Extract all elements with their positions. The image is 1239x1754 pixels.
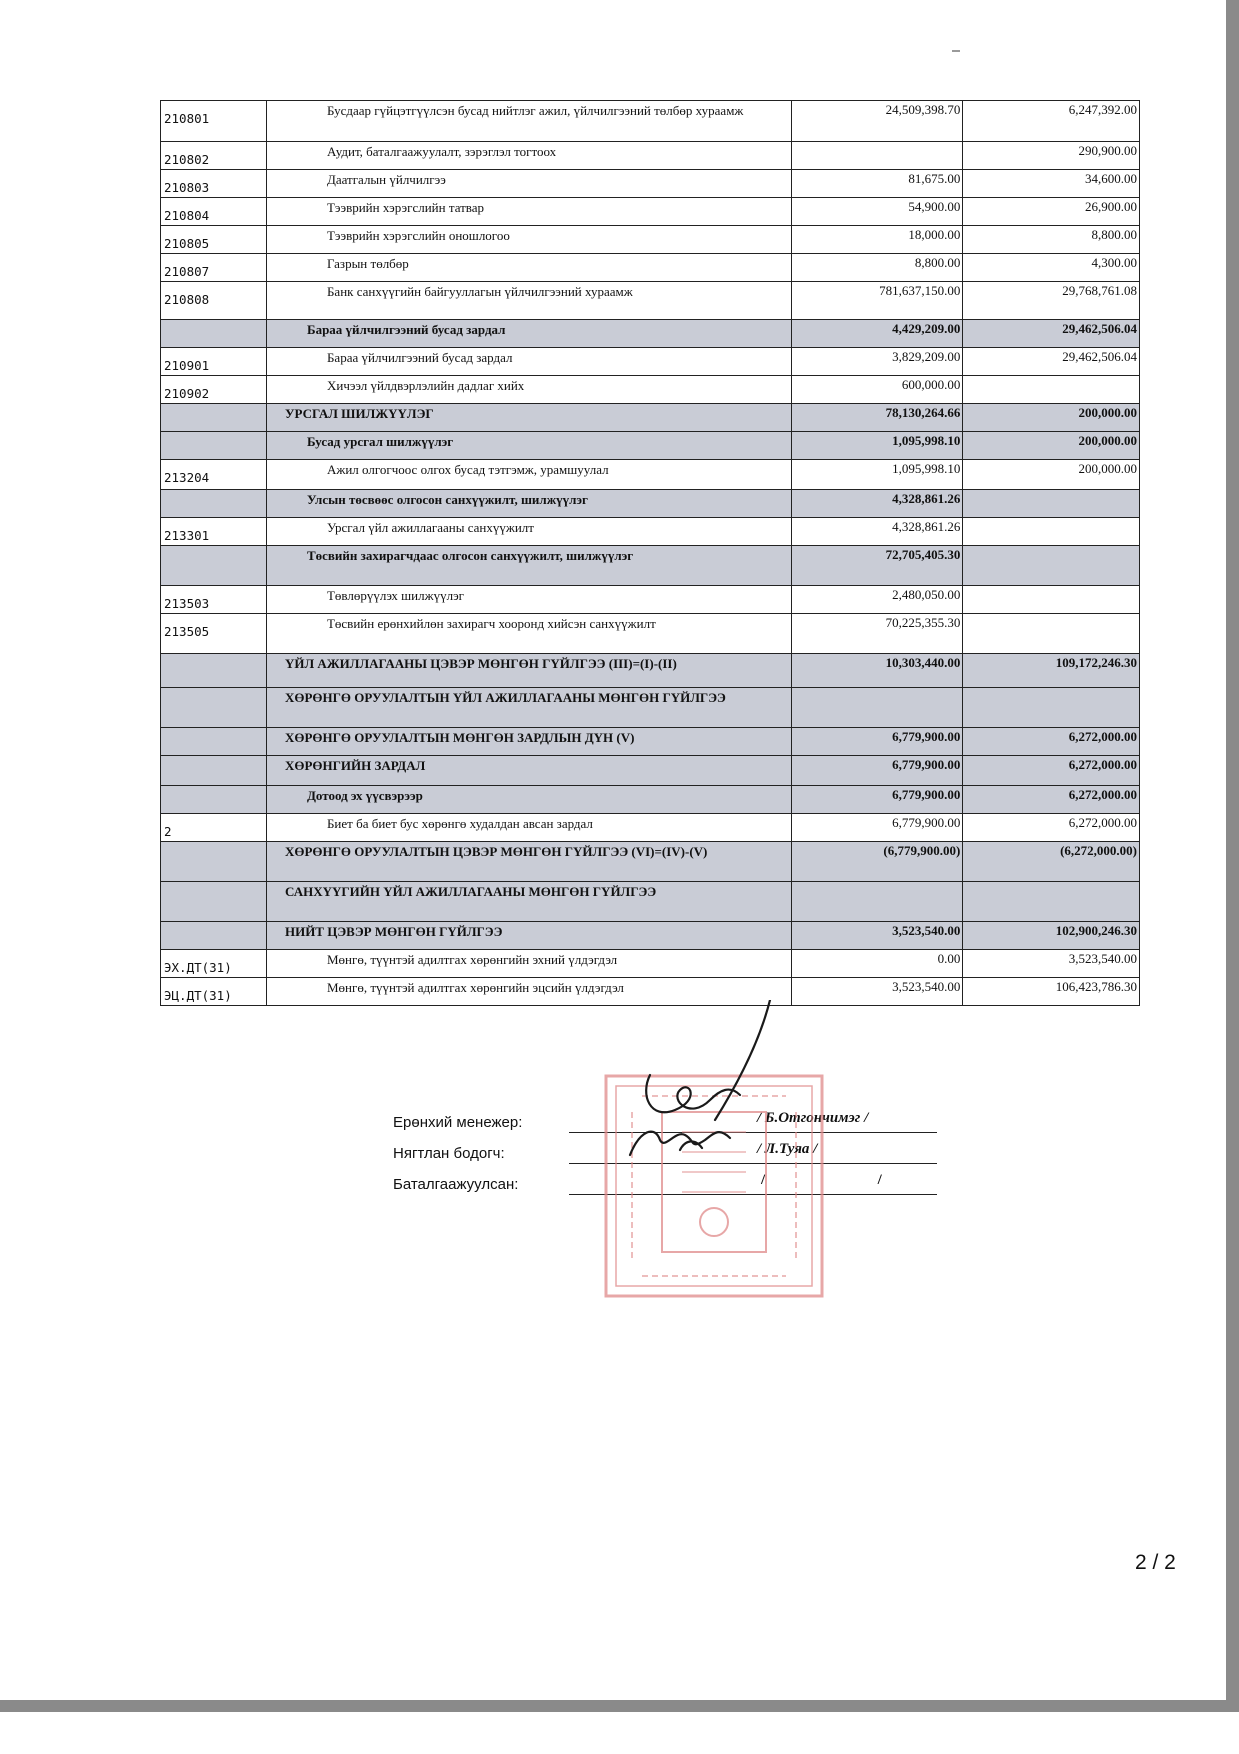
account-code-cell [161,756,267,786]
account-code-cell: 210804 [161,198,267,226]
previous-period-amount-cell: 8,800.00 [963,226,1140,254]
account-name-cell: ХӨРӨНГӨ ОРУУЛАЛТЫН ЦЭВЭР МӨНГӨН ГҮЙЛГЭЭ (VI)=(IV)-(V) [266,842,791,882]
account-code-cell: 213204 [161,460,267,490]
table-row [161,842,1140,882]
account-code-cell [161,654,267,688]
previous-period-amount-cell: 6,272,000.00 [963,786,1140,814]
account-code-cell [161,320,267,348]
account-name-cell: Бараа үйлчилгээний бусад зардал [266,348,791,376]
table-row [161,518,1140,546]
account-code-cell: ЭХ.ДТ(31) [161,950,267,978]
account-name-cell: Биет ба биет бус хөрөнгө худалдан авсан зардал [266,814,791,842]
account-code-cell: 213301 [161,518,267,546]
table-row [161,756,1140,786]
previous-period-amount-cell: 290,900.00 [963,142,1140,170]
current-period-amount-cell [791,882,963,922]
current-period-amount-cell: 3,829,209.00 [791,348,963,376]
account-code-cell: 210803 [161,170,267,198]
previous-period-amount-cell [963,688,1140,728]
previous-period-amount-cell: 200,000.00 [963,432,1140,460]
table-row [161,460,1140,490]
account-code-cell: 210807 [161,254,267,282]
previous-period-amount-cell: 29,462,506.04 [963,348,1140,376]
current-period-amount-cell: 3,523,540.00 [791,922,963,950]
current-period-amount-cell: 4,429,209.00 [791,320,963,348]
account-name-cell: Аудит, баталгаажуулалт, зэрэглэл тогтоох [266,142,791,170]
current-period-amount-cell: 81,675.00 [791,170,963,198]
account-name-cell: Урсгал үйл ажиллагааны санхүүжилт [266,518,791,546]
table-row [161,170,1140,198]
scan-speck [952,50,960,52]
table-row [161,348,1140,376]
current-period-amount-cell: 1,095,998.10 [791,460,963,490]
current-period-amount-cell: 2,480,050.00 [791,586,963,614]
scan-edge-right [1226,0,1239,1754]
current-period-amount-cell: 6,779,900.00 [791,756,963,786]
table-row [161,786,1140,814]
account-name-cell: НИЙТ ЦЭВЭР МӨНГӨН ГҮЙЛГЭЭ [266,922,791,950]
account-name-cell: ХӨРӨНГИЙН ЗАРДАЛ [266,756,791,786]
account-name-cell: Төвлөрүүлэх шилжүүлэг [266,586,791,614]
previous-period-amount-cell: 6,247,392.00 [963,101,1140,142]
previous-period-amount-cell: 6,272,000.00 [963,756,1140,786]
account-name-cell: Банк санхүүгийн байгууллагын үйлчилгээний хураамж [266,282,791,320]
previous-period-amount-cell: 106,423,786.30 [963,978,1140,1006]
current-period-amount-cell: 72,705,405.30 [791,546,963,586]
table-row [161,490,1140,518]
account-name-cell: Тээврийн хэрэгслийн татвар [266,198,791,226]
account-name-cell: Төсвийн захирагчдаас олгосон санхүүжилт, шилжүүлэг [266,546,791,586]
current-period-amount-cell [791,142,963,170]
account-name-cell: Тээврийн хэрэгслийн оношлогоо [266,226,791,254]
account-name-cell: Мөнгө, түүнтэй адилтгах хөрөнгийн эцсийн үлдэгдэл [266,978,791,1006]
account-name-cell: Улсын төсвөөс олгосон санхүүжилт, шилжүүлэг [266,490,791,518]
account-code-cell: 210801 [161,101,267,142]
current-period-amount-cell: 6,779,900.00 [791,814,963,842]
current-period-amount-cell: 781,637,150.00 [791,282,963,320]
page-number: 2 / 2 [1135,1551,1176,1574]
table-row [161,546,1140,586]
current-period-amount-cell: 78,130,264.66 [791,404,963,432]
previous-period-amount-cell: 6,272,000.00 [963,728,1140,756]
table-row [161,254,1140,282]
account-name-cell: Дотоод эх үүсвэрээр [266,786,791,814]
current-period-amount-cell: 54,900.00 [791,198,963,226]
table-row [161,950,1140,978]
account-code-cell: 210902 [161,376,267,404]
account-name-cell: Газрын төлбөр [266,254,791,282]
account-code-cell [161,922,267,950]
account-name-cell: САНХҮҮГИЙН ҮЙЛ АЖИЛЛАГААНЫ МӨНГӨН ГҮЙЛГЭЭ [266,882,791,922]
account-name-cell: УРСГАЛ ШИЛЖҮҮЛЭГ [266,404,791,432]
account-code-cell: 213503 [161,586,267,614]
current-period-amount-cell: 3,523,540.00 [791,978,963,1006]
table-row [161,101,1140,142]
account-code-cell [161,432,267,460]
previous-period-amount-cell: 29,462,506.04 [963,320,1140,348]
signature-name: / Л.Туяа / [757,1141,818,1157]
previous-period-amount-cell [963,490,1140,518]
account-code-cell [161,404,267,432]
previous-period-amount-cell [963,546,1140,586]
table-row [161,282,1140,320]
table-row [161,404,1140,432]
account-name-cell: Төсвийн ерөнхийлөн захирагч хооронд хийсэн санхүүжилт [266,614,791,654]
account-code-cell: ЭЦ.ДТ(31) [161,978,267,1006]
account-name-cell: Даатгалын үйлчилгээ [266,170,791,198]
current-period-amount-cell [791,688,963,728]
table-row [161,922,1140,950]
previous-period-amount-cell: 34,600.00 [963,170,1140,198]
account-code-cell: 2 [161,814,267,842]
account-code-cell [161,882,267,922]
current-period-amount-cell: (6,779,900.00) [791,842,963,882]
account-name-cell: Мөнгө, түүнтэй адилтгах хөрөнгийн эхний үлдэгдэл [266,950,791,978]
table-row [161,882,1140,922]
current-period-amount-cell: 600,000.00 [791,376,963,404]
previous-period-amount-cell: 200,000.00 [963,460,1140,490]
signature-label: Нягтлан бодогч: [393,1145,505,1162]
account-code-cell [161,728,267,756]
table-row [161,198,1140,226]
current-period-amount-cell: 70,225,355.30 [791,614,963,654]
account-code-cell [161,490,267,518]
table-row [161,320,1140,348]
previous-period-amount-cell: (6,272,000.00) [963,842,1140,882]
current-period-amount-cell: 6,779,900.00 [791,728,963,756]
previous-period-amount-cell [963,614,1140,654]
previous-period-amount-cell: 29,768,761.08 [963,282,1140,320]
account-name-cell: Бусад урсгал шилжүүлэг [266,432,791,460]
account-name-cell: ҮЙЛ АЖИЛЛАГААНЫ ЦЭВЭР МӨНГӨН ГҮЙЛГЭЭ (III)=(I)-(II) [266,654,791,688]
account-code-cell [161,786,267,814]
current-period-amount-cell: 4,328,861.26 [791,490,963,518]
table-row [161,688,1140,728]
previous-period-amount-cell [963,376,1140,404]
account-code-cell [161,688,267,728]
table-row [161,728,1140,756]
current-period-amount-cell: 0.00 [791,950,963,978]
handwritten-signature-icon [620,1000,800,1180]
current-period-amount-cell: 8,800.00 [791,254,963,282]
cash-flow-table [160,100,1140,1006]
signature-name: / / [761,1172,882,1188]
table-row [161,142,1140,170]
account-name-cell: Бусдаар гүйцэтгүүлсэн бусад нийтлэг ажил, үйлчилгээний төлбөр хураамж [266,101,791,142]
account-name-cell: ХӨРӨНГӨ ОРУУЛАЛТЫН ҮЙЛ АЖИЛЛАГААНЫ МӨНГӨН ГҮЙЛГЭЭ [266,688,791,728]
account-code-cell [161,842,267,882]
scan-edge-bottom [0,1700,1239,1754]
current-period-amount-cell: 6,779,900.00 [791,786,963,814]
current-period-amount-cell: 1,095,998.10 [791,432,963,460]
account-name-cell: Ажил олгогчоос олгох бусад тэтгэмж, урамшуулал [266,460,791,490]
table-row [161,614,1140,654]
previous-period-amount-cell: 102,900,246.30 [963,922,1140,950]
previous-period-amount-cell: 3,523,540.00 [963,950,1140,978]
table-row [161,376,1140,404]
previous-period-amount-cell: 6,272,000.00 [963,814,1140,842]
signature-name: / Б.Отгончимэг / [757,1110,869,1126]
table-row [161,814,1140,842]
table-row [161,432,1140,460]
current-period-amount-cell: 24,509,398.70 [791,101,963,142]
account-code-cell: 210901 [161,348,267,376]
account-code-cell: 213505 [161,614,267,654]
previous-period-amount-cell [963,518,1140,546]
table-row [161,654,1140,688]
current-period-amount-cell: 4,328,861.26 [791,518,963,546]
signature-label: Ерөнхий менежер: [393,1114,523,1131]
signature-label: Баталгаажуулсан: [393,1176,519,1193]
previous-period-amount-cell: 109,172,246.30 [963,654,1140,688]
account-code-cell: 210805 [161,226,267,254]
account-code-cell: 210808 [161,282,267,320]
account-name-cell: Хичээл үйлдвэрлэлийн дадлаг хийх [266,376,791,404]
account-code-cell [161,546,267,586]
table-row [161,226,1140,254]
previous-period-amount-cell: 200,000.00 [963,404,1140,432]
account-code-cell: 210802 [161,142,267,170]
account-name-cell: Бараа үйлчилгээний бусад зардал [266,320,791,348]
previous-period-amount-cell: 4,300.00 [963,254,1140,282]
previous-period-amount-cell [963,586,1140,614]
previous-period-amount-cell [963,882,1140,922]
current-period-amount-cell: 10,303,440.00 [791,654,963,688]
account-name-cell: ХӨРӨНГӨ ОРУУЛАЛТЫН МӨНГӨН ЗАРДЛЫН ДҮН (V) [266,728,791,756]
current-period-amount-cell: 18,000.00 [791,226,963,254]
previous-period-amount-cell: 26,900.00 [963,198,1140,226]
table-row [161,586,1140,614]
